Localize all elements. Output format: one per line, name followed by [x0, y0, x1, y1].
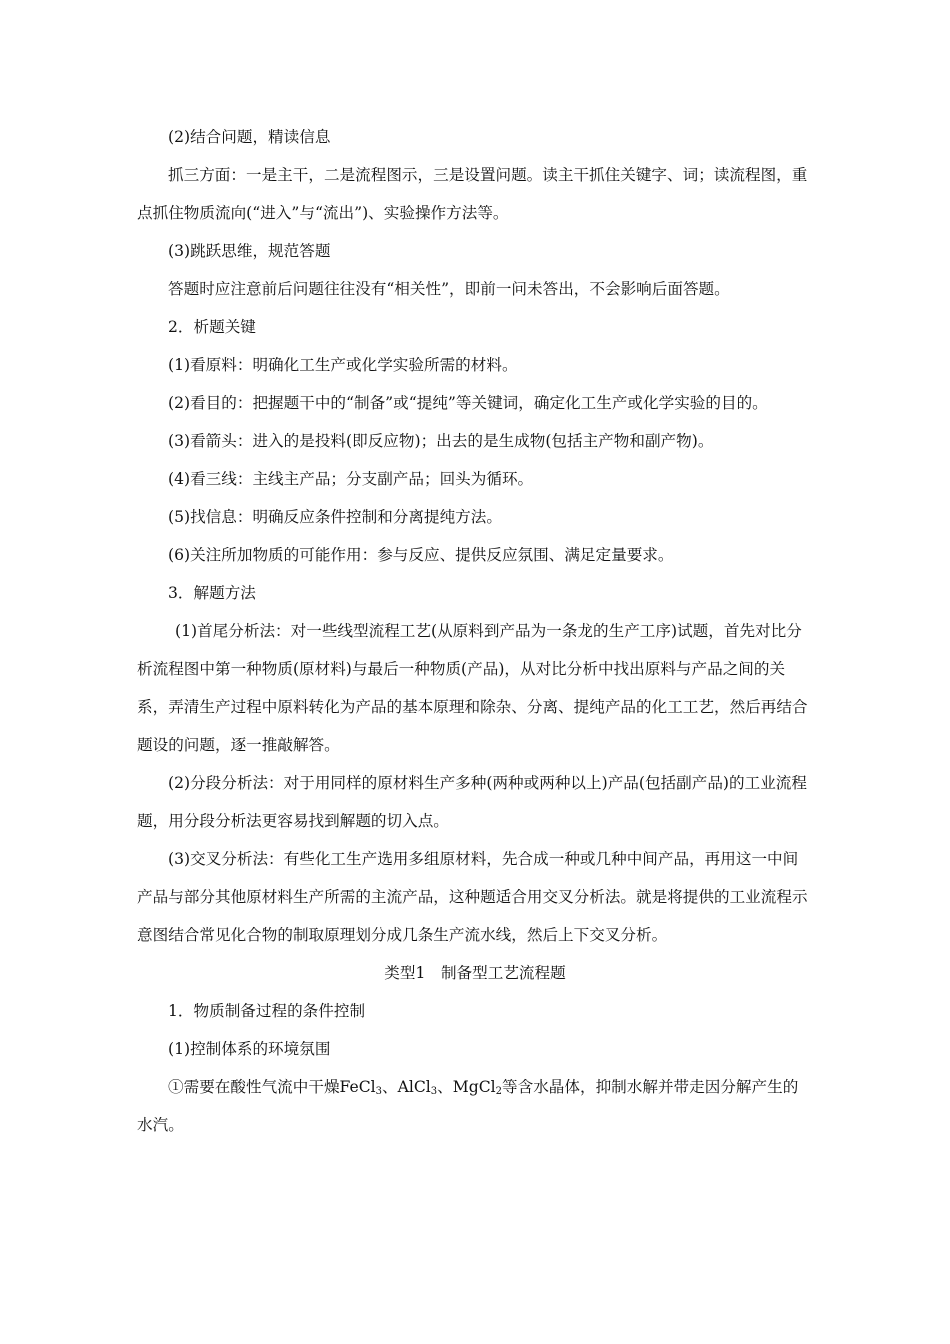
- paragraph-17: 1．物质制备过程的条件控制: [168, 1002, 366, 1020]
- paragraph-14: (2)分段分析法：对于用同样的原材料生产多种(两种或两种以上)产品(包括副产品)的工业流程题，用分段分析法更容易找到解题的切入点。: [137, 774, 807, 830]
- paragraph-8: (3)看箭头：进入的是投料(即反应物)；出去的是生成物(包括主产物和副产物)。: [168, 432, 714, 450]
- paragraph-last-part-2: 3: [375, 1086, 383, 1097]
- paragraph-11: (6)关注所加物质的可能作用：参与反应、提供反应氛围、满足定量要求。: [168, 546, 674, 564]
- paragraph-7: (2)看目的：把握题干中的“制备”或“提纯”等关键词，确定化工生产或化学实验的目的。: [168, 394, 768, 412]
- paragraph-last-part-1: ①需要在酸性气流中干燥FeCl: [168, 1078, 376, 1096]
- paragraph-last-part-3: 、AlCl: [382, 1078, 431, 1096]
- paragraph-12: 3．解题方法: [168, 584, 256, 602]
- paragraph-5: 2．析题关键: [168, 318, 256, 336]
- paragraph-15: (3)交叉分析法：有些化工生产选用多组原材料，先合成一种或几种中间产品，再用这一中间产品与部分其他原材料生产所需的主流产品，这种题适合用交叉分析法。就是将提供的工业流程示意图结合常见化合物的制取原理划分成几条生产流水线，然后上下交叉分析。: [137, 850, 808, 944]
- paragraph-last-part-6: 2: [495, 1086, 503, 1097]
- paragraph-16: 类型1 制备型工艺流程题: [384, 964, 566, 982]
- paragraph-2: 抓三方面：一是主干，二是流程图示，三是设置问题。读主干抓住关键字、词；读流程图，重点抓住物质流向(“进入”与“流出”)、实验操作方法等。: [137, 166, 808, 222]
- paragraph-last-part-4: 3: [430, 1086, 438, 1097]
- paragraph-9: (4)看三线：主线主产品；分支副产品；回头为循环。: [168, 470, 534, 488]
- paragraph-10: (5)找信息：明确反应条件控制和分离提纯方法。: [168, 508, 502, 526]
- paragraph-3: (3)跳跃思维，规范答题: [168, 242, 331, 260]
- paragraph-last-part-5: 、MgCl: [437, 1078, 496, 1096]
- paragraph-1: (2)结合问题，精读信息: [168, 128, 331, 146]
- paragraph-4: 答题时应注意前后问题往往没有“相关性”，即前一问未答出，不会影响后面答题。: [168, 280, 730, 298]
- document-page: [137, 118, 813, 1144]
- paragraph-18: (1)控制体系的环境氛围: [168, 1040, 331, 1058]
- paragraph-6: (1)看原料：明确化工生产或化学实验所需的材料。: [168, 356, 518, 374]
- paragraph-13: (1)首尾分析法：对一些线型流程工艺(从原料到产品为一条龙的生产工序)试题，首先对比分析流程图中第一种物质(原材料)与最后一种物质(产品)，从对比分析中找出原料与产品之间的关系，弄清生产过程中原料转化为产品的基本原理和除杂、分离、提纯产品的化工工艺，然后再结合题设的问题，逐一推敲解答。: [137, 622, 808, 754]
- paragraph-last: [137, 1068, 813, 1144]
- paragraph-last-part-7: 等含水晶体，抑制水解并带走因分解产生的水汽。: [137, 1078, 799, 1134]
